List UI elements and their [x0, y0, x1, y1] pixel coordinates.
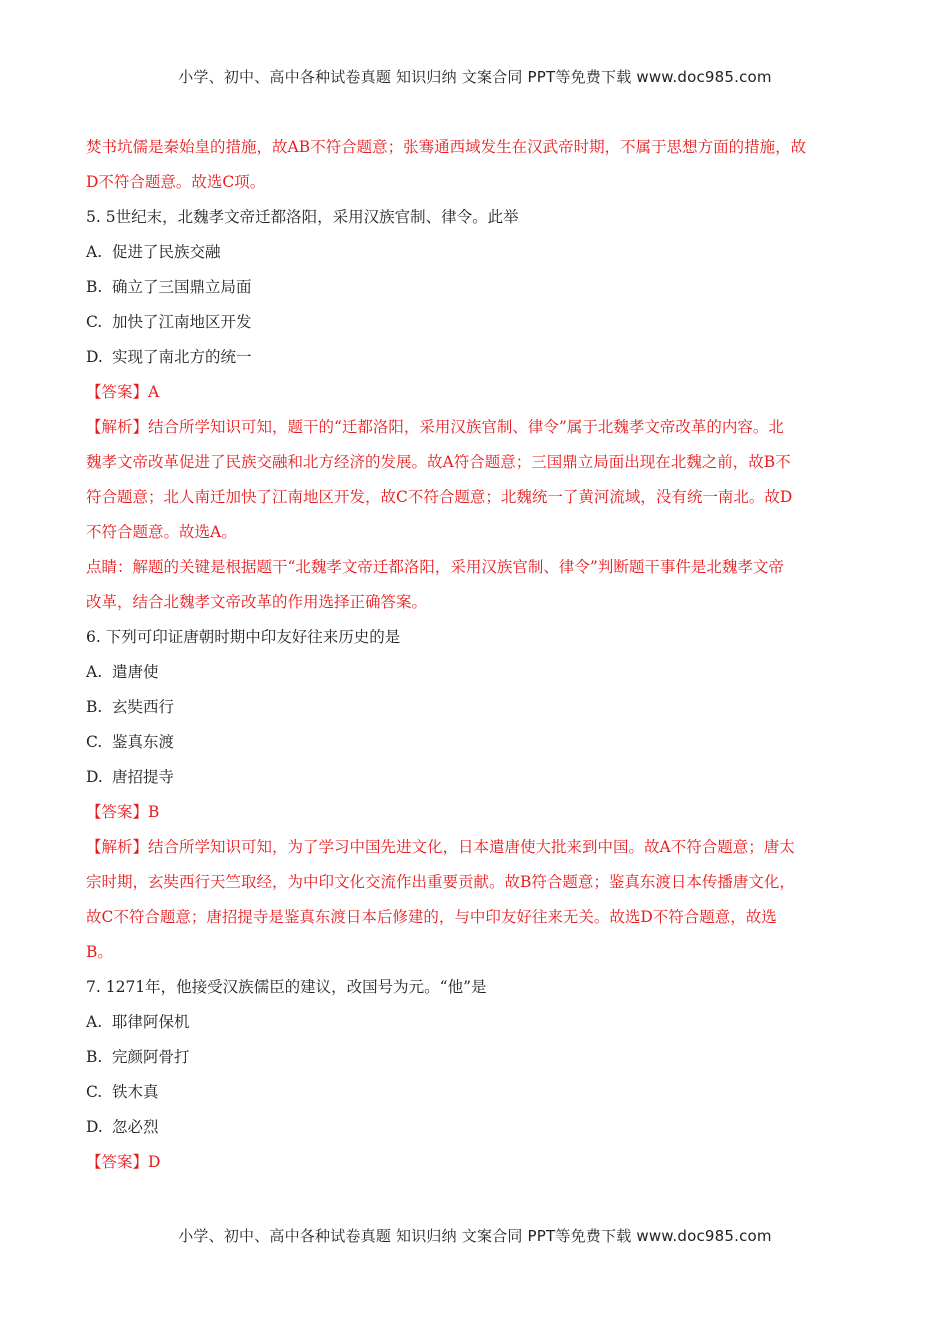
- q7-option-b: [86, 1040, 868, 1075]
- q5-analysis-line-4: 不符合题意。故选A。: [86, 523, 237, 541]
- q6-option-b: [86, 690, 868, 725]
- option-text: 遣唐使: [112, 663, 159, 681]
- q5-tip-line-2: 改革，结合北魏孝文帝改革的作用选择正确答案。: [86, 593, 428, 611]
- option-letter: D.: [86, 768, 103, 786]
- q5-analysis-line-1: 【解析】结合所学知识可知，题干的“迁都洛阳，采用汉族官制、律令”属于北魏孝文帝改革的内容。北: [86, 418, 784, 436]
- page-footer: 小学、初中、高中各种试卷真题 知识归纳 文案合同 PPT等免费下载 www.doc985.com: [178, 1227, 772, 1245]
- option-letter: C.: [86, 733, 103, 751]
- page-content: [86, 130, 868, 1180]
- option-text: 鉴真东渡: [112, 733, 175, 751]
- q6-analysis-line-2: 宗时期，玄奘西行天竺取经，为中印文化交流作出重要贡献。故B符合题意；鉴真东渡日本传播唐文化，: [86, 873, 795, 891]
- option-text: 铁木真: [112, 1083, 159, 1101]
- option-letter: C.: [86, 1083, 103, 1101]
- option-text: 唐招提寺: [112, 768, 175, 786]
- q5-analysis-line-3: 符合题意；北人南迁加快了江南地区开发，故C不符合题意；北魏统一了黄河流域，没有统一南北。故D: [86, 488, 793, 506]
- option-text: 耶律阿保机: [112, 1013, 190, 1031]
- option-text: 实现了南北方的统一: [112, 348, 252, 366]
- q6-analysis-line-3: 故C不符合题意；唐招提寺是鉴真东渡日本后修建的，与中印友好往来无关。故选D不符合题意，故选: [86, 908, 777, 926]
- q5-answer: 【答案】A: [86, 383, 160, 401]
- q6-answer: 【答案】B: [86, 803, 160, 821]
- q7-option-c: [86, 1075, 868, 1110]
- option-letter: B.: [86, 278, 103, 296]
- q5-stem: 5. 5世纪末，北魏孝文帝迁都洛阳，采用汉族官制、律令。此举: [86, 208, 519, 226]
- option-text: 确立了三国鼎立局面: [112, 278, 252, 296]
- q6-option-d: [86, 760, 868, 795]
- q6-option-c: [86, 725, 868, 760]
- option-letter: D.: [86, 348, 103, 366]
- q5-option-c: [86, 305, 868, 340]
- q6-analysis-line-4: B。: [86, 943, 113, 961]
- q7-option-d: [86, 1110, 868, 1145]
- q7-answer: 【答案】D: [86, 1153, 161, 1171]
- option-text: 加快了江南地区开发: [112, 313, 252, 331]
- q5-analysis-line-2: 魏孝文帝改革促进了民族交融和北方经济的发展。故A符合题意；三国鼎立局面出现在北魏之前，故B不: [86, 453, 791, 471]
- option-letter: C.: [86, 313, 103, 331]
- option-text: 完颜阿骨打: [112, 1048, 190, 1066]
- option-text: 忽必烈: [112, 1118, 159, 1136]
- option-letter: A.: [86, 243, 103, 261]
- q5-option-a: [86, 235, 868, 270]
- q6-stem: 6. 下列可印证唐朝时期中印友好往来历史的是: [86, 628, 401, 646]
- page-header: 小学、初中、高中各种试卷真题 知识归纳 文案合同 PPT等免费下载 www.doc985.com: [178, 68, 772, 86]
- q7-stem: 7. 1271年，他接受汉族儒臣的建议，改国号为元。“他”是: [86, 978, 487, 996]
- q5-option-d: [86, 340, 868, 375]
- option-letter: B.: [86, 1048, 103, 1066]
- q7-option-a: [86, 1005, 868, 1040]
- q5-option-b: [86, 270, 868, 305]
- option-letter: D.: [86, 1118, 103, 1136]
- carryover-analysis-line-1: 焚书坑儒是秦始皇的措施，故AB不符合题意；张骞通西域发生在汉武帝时期，不属于思想方面的措施，故: [86, 138, 807, 156]
- option-letter: A.: [86, 663, 103, 681]
- option-letter: B.: [86, 698, 103, 716]
- option-text: 玄奘西行: [112, 698, 175, 716]
- q5-tip-line-1: 点睛：解题的关键是根据题干“北魏孝文帝迁都洛阳，采用汉族官制、律令”判断题干事件是北魏孝文帝: [86, 558, 784, 576]
- option-letter: A.: [86, 1013, 103, 1031]
- option-text: 促进了民族交融: [112, 243, 221, 261]
- q6-option-a: [86, 655, 868, 690]
- carryover-analysis-line-2: D不符合题意。故选C项。: [86, 173, 266, 191]
- q6-analysis-line-1: 【解析】结合所学知识可知，为了学习中国先进文化，日本遣唐使大批来到中国。故A不符合题意；唐太: [86, 838, 795, 856]
